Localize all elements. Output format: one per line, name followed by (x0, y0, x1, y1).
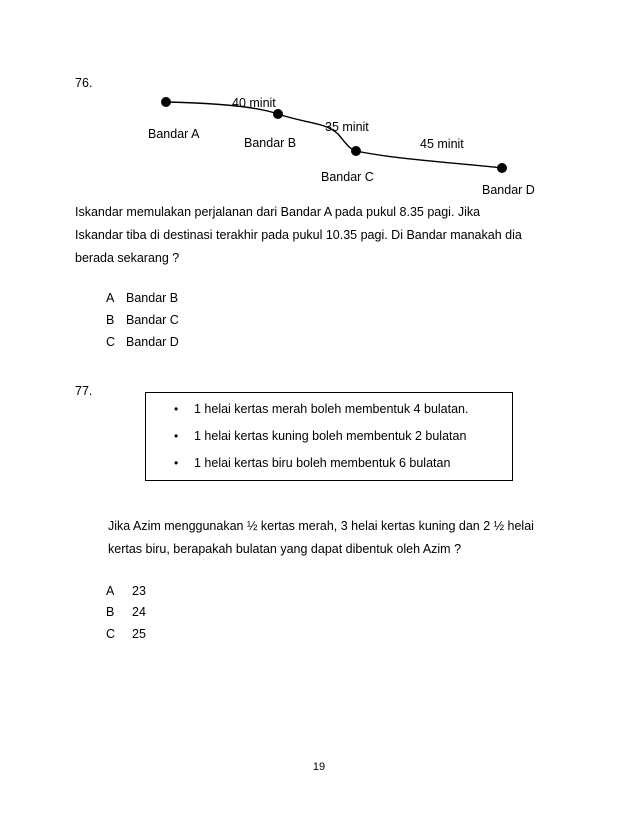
option-letter: C (106, 335, 116, 349)
answer-option-b[interactable] (106, 313, 179, 327)
option-letter: A (106, 291, 115, 305)
page-number: 19 (312, 761, 326, 773)
question-76-line-3: berada sekarang ? (75, 251, 180, 265)
option-text: 24 (132, 605, 146, 619)
town-label-bandar-a: Bandar A (148, 127, 200, 141)
option-text: Bandar C (126, 313, 179, 327)
option-letter: A (106, 584, 115, 598)
town-marker-bandar-d (497, 163, 507, 173)
question-76-number: 76. (75, 76, 93, 90)
duration-label-a-b: 40 minit (232, 96, 276, 110)
duration-label-c-d: 45 minit (420, 137, 464, 151)
option-text: 23 (132, 584, 146, 598)
option-text: Bandar D (126, 335, 179, 349)
question-77-line-1: Jika Azim menggunakan ½ kertas merah, 3 helai kertas kuning dan 2 ½ helai (108, 519, 534, 533)
bullet-icon: • (174, 429, 179, 443)
answer-option-c[interactable] (106, 335, 179, 349)
duration-label-b-c: 35 minit (325, 120, 369, 134)
fact-item-yellow (174, 429, 466, 443)
answer-option-c[interactable] (106, 627, 146, 641)
town-label-bandar-d: Bandar D (482, 183, 535, 197)
answer-option-a[interactable] (106, 584, 146, 598)
town-marker-bandar-a (161, 97, 171, 107)
fact-text: 1 helai kertas biru boleh membentuk 6 bulatan (194, 456, 451, 470)
question-76-text (75, 201, 565, 270)
answer-option-a[interactable] (106, 291, 178, 305)
answer-option-b[interactable] (106, 605, 146, 619)
question-76-line-1: Iskandar memulakan perjalanan dari Bandar A pada pukul 8.35 pagi. Jika (75, 205, 481, 219)
option-text: 25 (132, 627, 146, 641)
question-76-line-2: Iskandar tiba di destinasi terakhir pada pukul 10.35 pagi. Di Bandar manakah dia (75, 228, 522, 242)
town-label-bandar-b: Bandar B (244, 136, 297, 150)
question-77-number: 77. (75, 384, 93, 398)
town-marker-bandar-c (351, 146, 361, 156)
fact-item-blue (174, 456, 450, 470)
option-text: Bandar B (126, 291, 179, 305)
bullet-icon: • (174, 456, 179, 470)
question-77-line-2: kertas biru, berapakah bulatan yang dapat dibentuk oleh Azim ? (108, 542, 462, 556)
option-letter: B (106, 313, 115, 327)
fact-item-red (174, 402, 468, 416)
fact-text: 1 helai kertas kuning boleh membentuk 2 bulatan (194, 429, 467, 443)
question-77-text (108, 515, 578, 561)
option-letter: B (106, 605, 115, 619)
info-box (145, 392, 513, 481)
route-line (166, 102, 502, 168)
fact-text: 1 helai kertas merah boleh membentuk 4 bulatan. (194, 402, 469, 416)
town-marker-bandar-b (273, 109, 283, 119)
bullet-icon: • (174, 402, 179, 416)
option-letter: C (106, 627, 116, 641)
route-diagram (0, 0, 638, 200)
town-label-bandar-c: Bandar C (321, 170, 374, 184)
